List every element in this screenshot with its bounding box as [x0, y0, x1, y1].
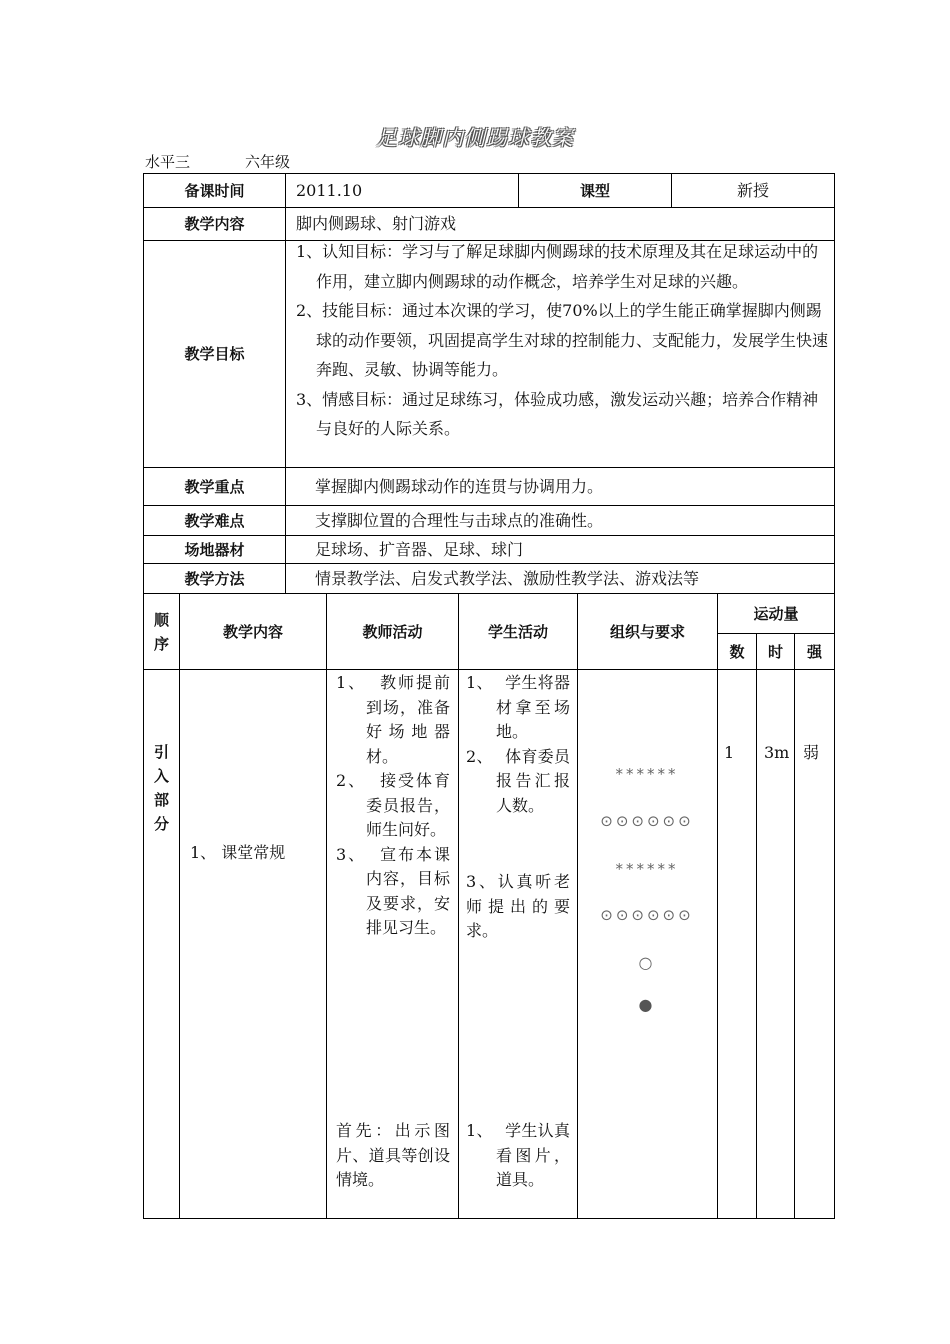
grade-label: 六年级	[245, 153, 291, 171]
formation-leader-icon: ●	[638, 995, 656, 1014]
header-content: 教学内容	[222, 622, 283, 641]
method-label: 教学方法	[184, 569, 245, 588]
page-title: 足球脚内侧踢球教案	[376, 126, 574, 150]
student-activity-list	[466, 671, 570, 818]
content-value: 脚内侧踢球、射门游戏	[296, 214, 457, 233]
goal-item-affective: 3、情感目标：通过足球练习，体验成功感，激发运动兴趣；培养合作精神与良好的人际关系。	[296, 389, 819, 438]
goals-list	[288, 237, 832, 467]
student-activity-item: 1、 学生将器材拿至场地。	[466, 673, 570, 741]
difficulty-label: 教学难点	[184, 511, 245, 530]
method-value: 情景教学法、启发式教学法、激励性教学法、游戏法等	[315, 568, 700, 588]
formation-teacher-icon: ○	[638, 953, 656, 972]
header-organization: 组织与要求	[609, 622, 685, 641]
header-student: 学生活动	[487, 622, 548, 641]
load-time: 3m	[764, 743, 790, 762]
formation-row-asterisks: ******	[615, 860, 679, 878]
header-exercise-load: 运动量	[753, 604, 799, 623]
difficulty-value: 支撑脚位置的合理性与击球点的准确性。	[315, 510, 604, 530]
student-activity-extra: 1、 学生认真看图片，道具。	[466, 1121, 570, 1189]
student-activity-item-3: 3、认真听老师提出的要求。	[466, 872, 570, 940]
teacher-activity-extra: 首先：出示图片、道具等创设情境。	[336, 1121, 450, 1189]
teacher-activity-item: 1、 教师提前到场，准备好场地器材。	[336, 673, 450, 766]
lesson-type-label: 课型	[579, 181, 610, 200]
header-teacher: 教师活动	[362, 622, 423, 641]
header-time: 时	[767, 642, 783, 661]
teacher-activity-list	[336, 671, 450, 941]
formation-row-students: ⊙⊙⊙⊙⊙⊙	[600, 906, 694, 924]
teacher-activity-item: 3、 宣布本课内容，目标及要求，安排见习生。	[336, 844, 450, 937]
goal-item-cognitive: 1、认知目标：学习与了解足球脚内侧踢球的技术原理及其在足球运动中的作用，建立脚内侧踢球的动作概念，培养学生对足球的兴趣。	[296, 242, 819, 291]
load-intensity: 弱	[803, 743, 820, 762]
student-activity-item: 2、 体育委员报告汇报人数。	[466, 746, 570, 815]
content-label: 教学内容	[184, 215, 245, 233]
goal-item-skill: 2、技能目标：通过本次课的学习，使70%以上的学生能正确掌握脚内侧踢球的动作要领，巩固提高学生对球的控制能力、支配能力，发展学生快速奔跑、灵敏、协调等能力。	[296, 301, 829, 379]
formation-row-students: ⊙⊙⊙⊙⊙⊙	[600, 812, 694, 830]
key-point-value: 掌握脚内侧踢球动作的连贯与协调用力。	[315, 476, 604, 496]
header-intensity: 强	[806, 642, 822, 661]
prep-time-label: 备课时间	[184, 181, 245, 200]
load-count: 1	[724, 743, 735, 762]
header-count: 数	[729, 642, 745, 661]
goals-label: 教学目标	[184, 345, 245, 363]
equipment-value: 足球场、扩音器、足球、球门	[315, 539, 524, 559]
teacher-activity-item: 2、 接受体育委员报告，师生问好。	[336, 771, 450, 839]
header-order: 顺序	[153, 610, 169, 653]
level-label: 水平三	[145, 153, 191, 171]
lesson-type-value: 新授	[736, 180, 769, 200]
prep-time-value: 2011.10	[296, 180, 363, 200]
formation-row-asterisks: ******	[615, 765, 679, 783]
section-content: 1、 课堂常规	[190, 843, 286, 862]
key-point-label: 教学重点	[184, 477, 245, 496]
section-name: 引入部分	[153, 743, 169, 833]
equipment-label: 场地器材	[184, 540, 245, 559]
